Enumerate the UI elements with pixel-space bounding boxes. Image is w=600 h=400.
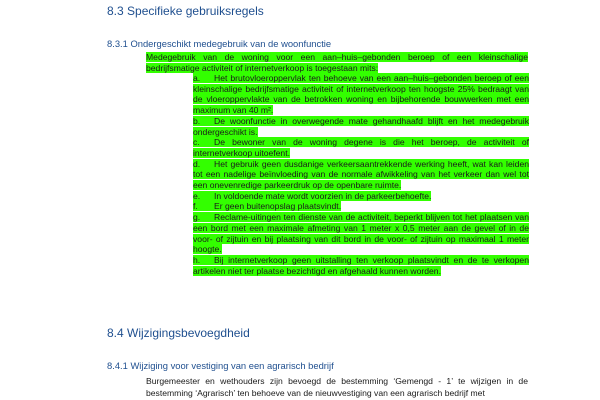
list-item (193, 255, 529, 276)
section-heading: 8.3 Specifieke gebruiksregels (107, 4, 264, 18)
list-item-text: In voldoende mate wordt voorzien in de parkeerbehoefte. (214, 190, 432, 201)
list-item-letter: g. (193, 212, 201, 223)
list-item-text: De woonfunctie in overwegende mate gehandhaafd blijft en het medegebruik ondergeschikt is. (193, 115, 529, 137)
list-item-letter: c. (193, 137, 200, 148)
list-item-text: Bij internetverkoop geen uitstalling ten verkoop plaatsvindt en de te verkopen artikelen niet ter plaatse bezichtigd en afgehaald kunnen worden. (193, 254, 529, 276)
list-item-text: Het brutovloeroppervlak ten behoeve van een aan–huis–gebonden beroep of een kleinschalige bedrijfsmatige activiteit of internetverkoop ten hoogste 25% bedraagt van de vloeroppervlakte van de betrokken woning en bijbehorende bouwwerken met een maximum van 40 m². (193, 73, 529, 116)
subsection-heading-2: 8.4.1 Wijziging voor vestiging van een agrarisch bedrijf (107, 360, 334, 371)
list-item-text: Het gebruik geen dusdanige verkeersaantrekkende werking heeft, wat kan leiden tot een nadelige beïnvloeding van de normale afwikkeling van het verkeer dan wel tot een onevenredige parkeerdruk op de openbare ruimte. (193, 158, 529, 191)
list-item-text: De bewoner van de woning degene is die het beroep, de activiteit of internetverkoop uitoefent. (193, 137, 529, 158)
list-item-letter: a. (193, 73, 201, 83)
list-item-letter: h. (193, 254, 201, 265)
list-item-letter: e. (193, 190, 201, 201)
intro-text: Medegebruik van de woning voor een aan–huis–gebonden beroep of een kleinschalige bedrijfsmatige activiteit of internetverkoop is toegestaan mits: (146, 52, 528, 73)
list-item (193, 116, 529, 137)
section-heading-2: 8.4 Wijzigingsbevoegdheid (107, 326, 250, 340)
list-item (193, 73, 529, 116)
list-item-text: Reclame-uitingen ten dienste van de activiteit, beperkt blijven tot het plaatsen van een bord met een maximale afmeting van 1 meter x 0,5 meter aan de gevel of in de voor- of zijtuin en bij plaatsing van dit bord in de voor- of zijtuin op maximaal 1 meter hoogte. (193, 212, 529, 255)
list-item-letter: d. (193, 158, 201, 169)
body-paragraph: Burgemeester en wethouders zijn bevoegd de bestemming ‘Gemengd - 1’ te wijzigen in de bestemming ‘Agrarisch’ ten behoeve van de nieuwvestiging van een agrarisch bedrijf met (146, 376, 528, 398)
conditions-list (193, 73, 529, 276)
list-item (193, 159, 529, 191)
list-item (193, 201, 529, 212)
list-item (193, 191, 529, 202)
list-item-letter: f. (193, 201, 198, 212)
list-item-text: Er geen buitenopslag plaatsvindt. (214, 201, 342, 212)
list-item-letter: b. (193, 115, 201, 126)
subsection-heading: 8.3.1 Ondergeschikt medegebruik van de woonfunctie (107, 38, 332, 49)
intro-paragraph (146, 52, 528, 73)
list-item (193, 212, 529, 255)
list-item (193, 137, 529, 158)
